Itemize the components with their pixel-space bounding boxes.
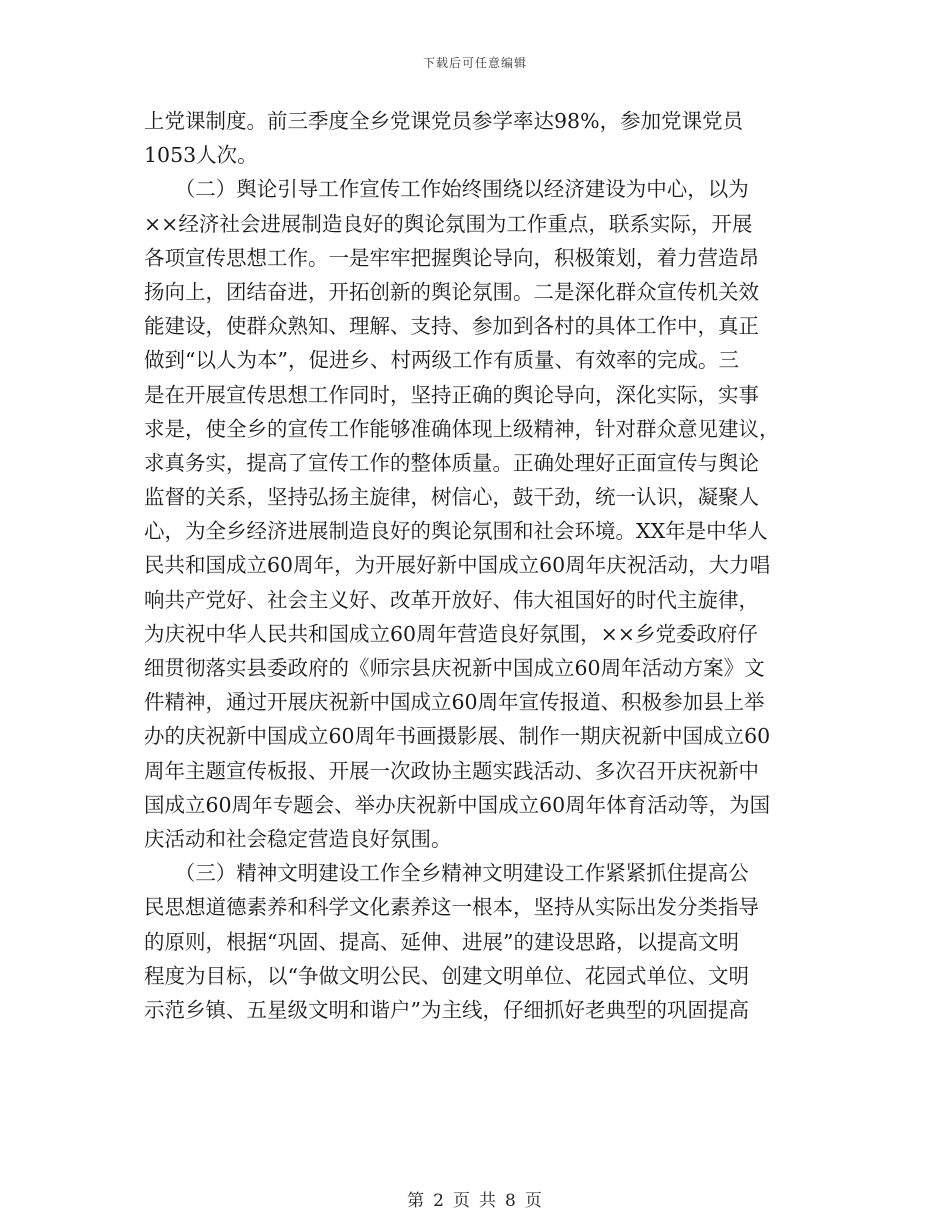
footer-label-total: 共 [479,1191,497,1211]
text-line: 民共和国成立60周年，为开展好新中国成立60周年庆祝活动，大力唱 [144,553,771,578]
text-line: 周年主题宣传板报、开展一次政协主题实践活动、多次召开庆祝新中 [144,758,759,783]
text-line: 上党课制度。前三季度全乡党课党员参学率达98%，参加党课党员 [144,109,744,133]
document-body [144,104,812,1027]
text-line: 做到“以人为本”，促进乡、村两级工作有质量、有效率的完成。三 [144,348,739,373]
text-line: 庆活动和社会稳定营造良好氛围。 [144,826,452,851]
text-line: 程度为目标，以“争做文明公民、创建文明单位、花园式单位、文明 [144,963,749,988]
page-header: 下载后可任意编辑 [422,56,527,70]
text-line: 民思想道德素养和科学文化素养这一根本，坚持从实际出发分类指导 [144,895,759,920]
text-line: 各项宣传思想工作。一是牢牢把握舆论导向，积极策划，着力营造昂 [144,245,759,270]
footer-label-page: 第 [407,1191,426,1211]
text-line: 国成立60周年专题会、举办庆祝新中国成立60周年体育活动等，为国 [144,792,771,817]
footer-label-unit-2: 页 [524,1191,543,1211]
text-line: 为庆祝中华人民共和国成立60周年营造良好氛围，××乡党委政府仔 [144,621,758,646]
text-line: ××经济社会进展制造良好的舆论氛围为工作重点，联系实际，开展 [144,211,753,236]
text-line: 示范乡镇、五星级文明和谐户”为主线，仔细抓好老典型的巩固提高 [144,997,749,1022]
page-footer [0,1186,950,1211]
text-line: （三）精神文明建设工作全乡精神文明建设工作紧紧抓住提高公 [144,861,749,886]
text-line: 心，为全乡经济进展制造良好的舆论氛围和社会环境。XX年是中华人 [144,519,768,544]
text-line: 求是，使全乡的宣传工作能够准确体现上级精神，针对群众意见建议， [144,416,780,441]
current-page-number: 2 [433,1191,445,1211]
text-line: 办的庆祝新中国成立60周年书画摄影展、制作一期庆祝新中国成立60 [144,724,771,749]
text-line: 求真务实，提高了宣传工作的整体质量。正确处理好正面宣传与舆论 [144,450,759,475]
text-line: 是在开展宣传思想工作同时，坚持正确的舆论导向，深化实际，实事 [144,382,759,407]
text-line: 1053人次。 [144,143,258,168]
footer-label-unit: 页 [453,1191,471,1211]
text-line: 的原则，根据“巩固、提高、延伸、进展”的建设思路，以提高文明 [144,929,739,954]
text-line: 响共产党好、社会主义好、改革开放好、伟大祖国好的时代主旋律， [144,587,759,612]
text-line: 扬向上，团结奋进，开拓创新的舆论氛围。二是深化群众宣传机关效 [144,279,759,304]
text-line: 细贯彻落实县委政府的《师宗县庆祝新中国成立60周年活动方案》文 [144,656,765,680]
text-line: 监督的关系，坚持弘扬主旋律，树信心，鼓干劲，统一认识，凝聚人 [144,485,759,510]
text-line: 能建设，使群众熟知、理解、支持、参加到各村的具体工作中，真正 [144,314,759,339]
text-line: 件精神，通过开展庆祝新中国成立60周年宣传报道、积极参加县上举 [144,690,765,715]
total-pages-number: 8 [505,1191,517,1211]
text-line: （二）舆论引导工作宣传工作始终围绕以经济建设为中心，以为 [144,177,749,202]
